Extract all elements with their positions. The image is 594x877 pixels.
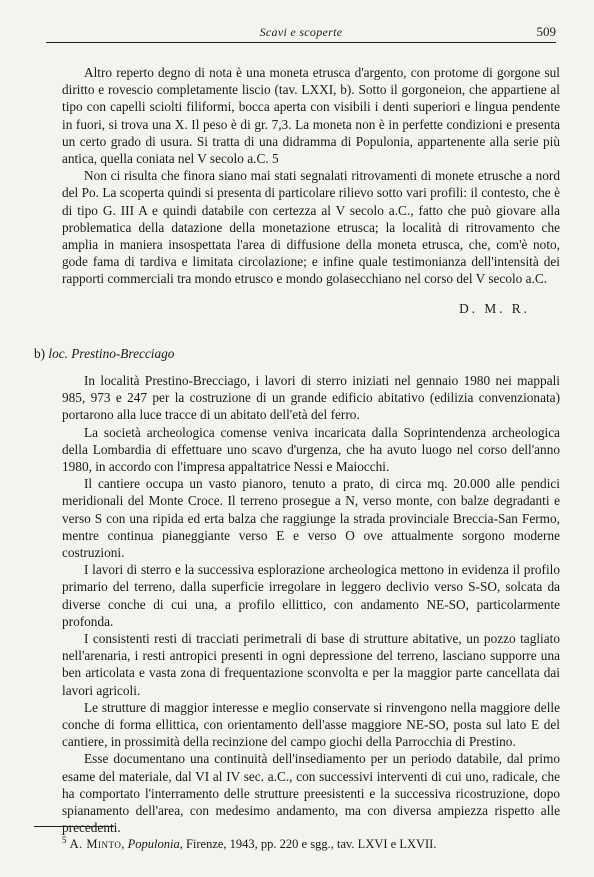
page-number: 509 [536,24,556,39]
paragraph: In località Prestino-Brecciago, i lavori di sterro iniziati nel gennaio 1980 nei mappali 985, 973 e 247 per la costruzione di un grande edificio abitativo (edilizia convenzionata) portarono alla luce tracce di un abitato dell'età del ferro. [62,373,560,423]
section-a-body [62,64,560,288]
footnote: $^5$ A. Minto, Populonia, Firenze, 1943, pp. 220 e sgg., tav. LXVI e LXVII. [62,834,437,851]
footnote-title: Populonia [127,837,180,851]
paragraph: Il cantiere occupa un vasto pianoro, tenuto a prato, di circa mq. 20.000 alle pendici meridionali del Monte Croce. Il terreno prosegue a N, verso monte, con balze degradanti e verso S con una ripida ed erta balza che raggiunge la strada provinciale Breccia-San Fermo, mentre continua pianeggiante verso E e verso O ove attualmente sorgono moderne costruzioni. [62,476,560,561]
footnote-author: A. Minto [69,837,122,851]
section-heading [34,346,174,362]
paragraph: I lavori di sterro e la successiva esplorazione archeologica mettono in evidenza il profilo primario del terreno, dalla superficie irregolare in leggero declivio verso S-SO, solcata da diverse conche di cui una, a profilo ellittico, con andamento NE-SO, particolarmente profonda. [62,562,560,629]
paragraph: Le strutture di maggior interesse e meglio conservate si rinvengono nella maggiore delle conche di forma ellittica, con orientamento dell'asse maggiore NE-SO, posta sul lato E del cantiere, in prossimità della recinzione del campo giochi della Parrocchia di Prestino. [62,699,560,750]
page-header [46,22,556,43]
paragraph: La società archeologica comense veniva incaricata dalla Soprintendenza archeologica della Lombardia di effettuare uno scavo d'urgenza, che ha avuto luogo nel corso dell'anno 1980, in accordo con l'impresa appaltatrice Nessi e Maiocchi. [62,424,560,475]
running-title: Scavi e scoperte [259,25,343,39]
section-b-body [62,372,560,836]
paragraph: Esse documentano una continuità dell'insediamento per un periodo databile, dal primo esame del materiale, dal VI al IV sec. a.C., con successivi interventi di cui uno, radicale, che ha comportato l'interramento delle strutture preesistenti e la successiva ricostruzione, dopo spianamento dell'area, con medesimo andamento, ma con diversa ampiezza rispetto alle precedenti. [62,751,560,836]
paragraph: Non ci risulta che finora siano mai stati segnalati ritrovamenti di monete etrusche a nord del Po. La scoperta quindi si presenta di particolare rilievo sotto vari profili: il contesto, che è di tipo G. III A e quindi databile con certezza al V secolo a.C., fatto che può giovare alla problematica della datazione della monetazione etrusca; la località di ritrovamento che amplia in maniera insospettata l'area di diffusione della moneta etrusca, che, com'è noto, gode fama di tardiva e limitata circolazione; e infine quale testimonianza dell'intensità dei rapporti commerciali tra mondo etrusco e mondo golasecchiano nel corso del V secolo a.C. [62,168,560,287]
footnote-rest: , Firenze, 1943, pp. 220 e sgg., tav. LXVI e LXVII. [179,837,437,851]
footnote-marker: 5 [62,834,67,845]
section-label: b) [34,346,49,361]
footnote-rule [34,826,114,827]
paragraph: Altro reperto degno di nota è una moneta etrusca d'argento, con protome di gorgone sul diritto e rovescio completamente liscio (tav. LXXI, b). Sotto il gorgoneion, che appartiene al tipo con capelli sciolti filiformi, bocca aperta con visibili i denti superiori e lingua pendente in fuori, si trova una X. Il peso è di gr. 7,3. La moneta non è in perfette condizioni e presenta un certo grado di usura. Si tratta di una didramma di Populonia, appartenente alla serie più antica, quella coniata nel V secolo a.C. 5 [62,65,560,167]
section-title: loc. Prestino-Brecciago [48,346,175,361]
paragraph: I consistenti resti di tracciati perimetrali di base di strutture abitative, un pozzo tagliato nell'arenaria, i resti antropici presenti in ogni depressione del terreno, lasciano supporre una ben articolata e vasta zona di frequentazione sconvolta e per la maggior parte cancellata dai lavori agricoli. [62,631,560,698]
author-signature: D. M. R. [459,301,530,316]
